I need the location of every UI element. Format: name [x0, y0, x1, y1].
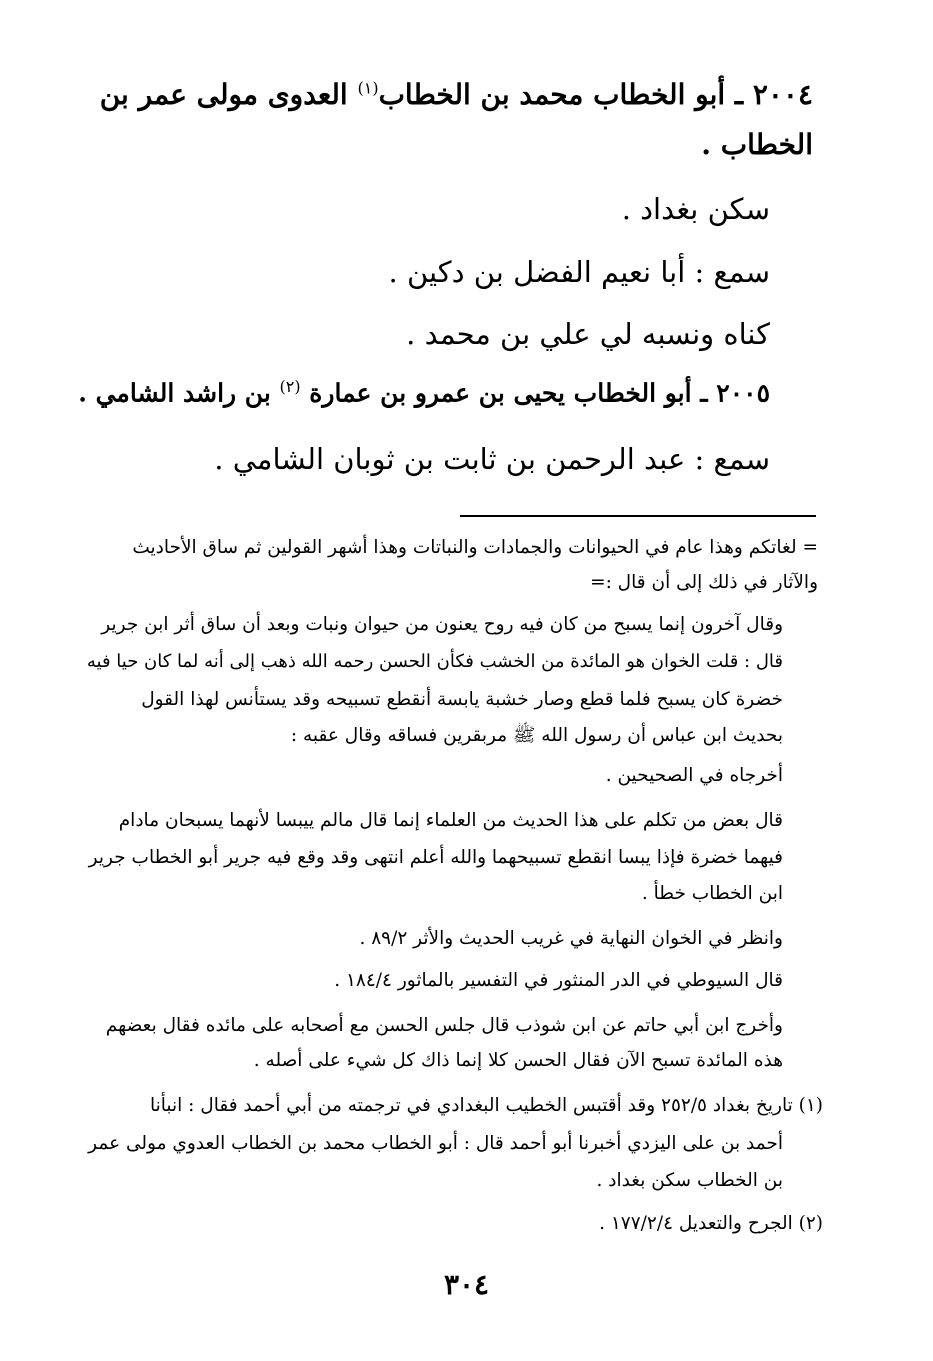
entry-2004-title: ٢٠٠٤ ـ أبو الخطاب محمد بن الخطاب	[378, 78, 813, 111]
footnote-cont-line: قال بعض من تكلم على هذا الحديث من العلماء إنما قال مالم ييبسا لأنهما يسبحان مادام	[118, 810, 783, 831]
footnote-cont-line: فيهما خضرة فإذا يبسا انقطع تسبيحهما والله أعلم انتهى وقد وقع فيه جرير أبو الخطاب جرير	[88, 847, 783, 868]
entry-2004-heard: سمع : أبا نعيم الفضل بن دكين .	[388, 255, 770, 289]
footnote-cont-line: أخرجاه في الصحيحين .	[605, 765, 783, 786]
footnote-1-line: بن الخطاب سكن بغداد .	[596, 1170, 783, 1191]
footnote-2-line: (٢) الجرح والتعديل ١٧٧/٢/٤ .	[599, 1213, 823, 1234]
page-number: ٣٠٤	[443, 1268, 490, 1301]
footnote-cont-line: هذه المائدة تسبح الآن فقال الحسن كلا إنما ذاك كل شيء على أصله .	[253, 1050, 783, 1071]
entry-2005-heading	[78, 377, 770, 407]
entry-2004-heading-cont: الخطاب .	[701, 128, 813, 161]
footnote-cont-line: وأخرج ابن أبي حاتم عن ابن شوذب قال جلس الحسن مع أصحابه على مائده فقال بعضهم	[105, 1015, 783, 1036]
footnote-1-line: أحمد بن على اليزدي أخبرنا أبو أحمد قال : أبو الخطاب محمد بن الخطاب العدوي مولى عمر	[88, 1133, 783, 1154]
entry-2005-heard: سمع : عبد الرحمن بن ثابت بن ثوبان الشامي .	[214, 442, 770, 476]
footnote-cont-line: وقال آخرون إنما يسبح من كان فيه روح يعنون من حيوان ونبات وبعد أن ساق أثر ابن جرير	[101, 614, 783, 635]
entry-2004-heading	[100, 78, 813, 111]
footnote-cont-line: خضرة كان يسبح فلما قطع وصار خشبة يابسة أنقطع تسبيحه وقد يستأنس لهذا القول	[141, 689, 783, 710]
entry-2005-title: ٢٠٠٥ ـ أبو الخطاب يحيى بن عمرو بن عمارة	[300, 378, 770, 408]
footnote-cont-line: قال : قلت الخوان هو المائدة من الخشب فكأن الحسن رحمه الله ذهب إلى أنه لما كان حيا فيه	[86, 651, 783, 672]
footnote-cont-line: والآثار في ذلك إلى أن قال :=	[590, 572, 818, 593]
footnote-ref-2: (٢)	[279, 377, 301, 396]
entry-2004-kunya: كناه ونسبه لي علي بن محمد .	[406, 317, 770, 351]
entry-2005-title-rest: بن راشد الشامي .	[78, 378, 280, 408]
footnote-cont-line: ابن الخطاب خطأ .	[641, 883, 783, 904]
footnote-1-line: (١) تاريخ بغداد ٢٥٢/٥ وقد أقتبس الخطيب البغدادي في ترجمته من أبي أحمد فقال : انبأنا	[149, 1095, 823, 1116]
footnote-ref-1: (١)	[357, 78, 379, 98]
entry-2004-residence: سكن بغداد .	[621, 192, 770, 226]
footnote-cont-line: = لغاتكم وهذا عام في الحيوانات والجمادات والنباتات وهذا أشهر القولين ثم ساق الأحاديث	[132, 537, 818, 558]
footnote-cont-line: قال السيوطي في الدر المنثور في التفسير بالماثور ١٨٤/٤ .	[334, 970, 783, 991]
entry-2004-title-rest: العدوى مولى عمر بن	[99, 78, 358, 111]
footnote-separator	[460, 515, 816, 517]
footnote-cont-line: بحديث ابن عباس أن رسول الله ﷺ مربقرين فساقه وقال عقبه :	[290, 725, 783, 746]
footnote-cont-line: وانظر في الخوان النهاية في غريب الحديث والأثر ٨٩/٢ .	[359, 928, 783, 949]
